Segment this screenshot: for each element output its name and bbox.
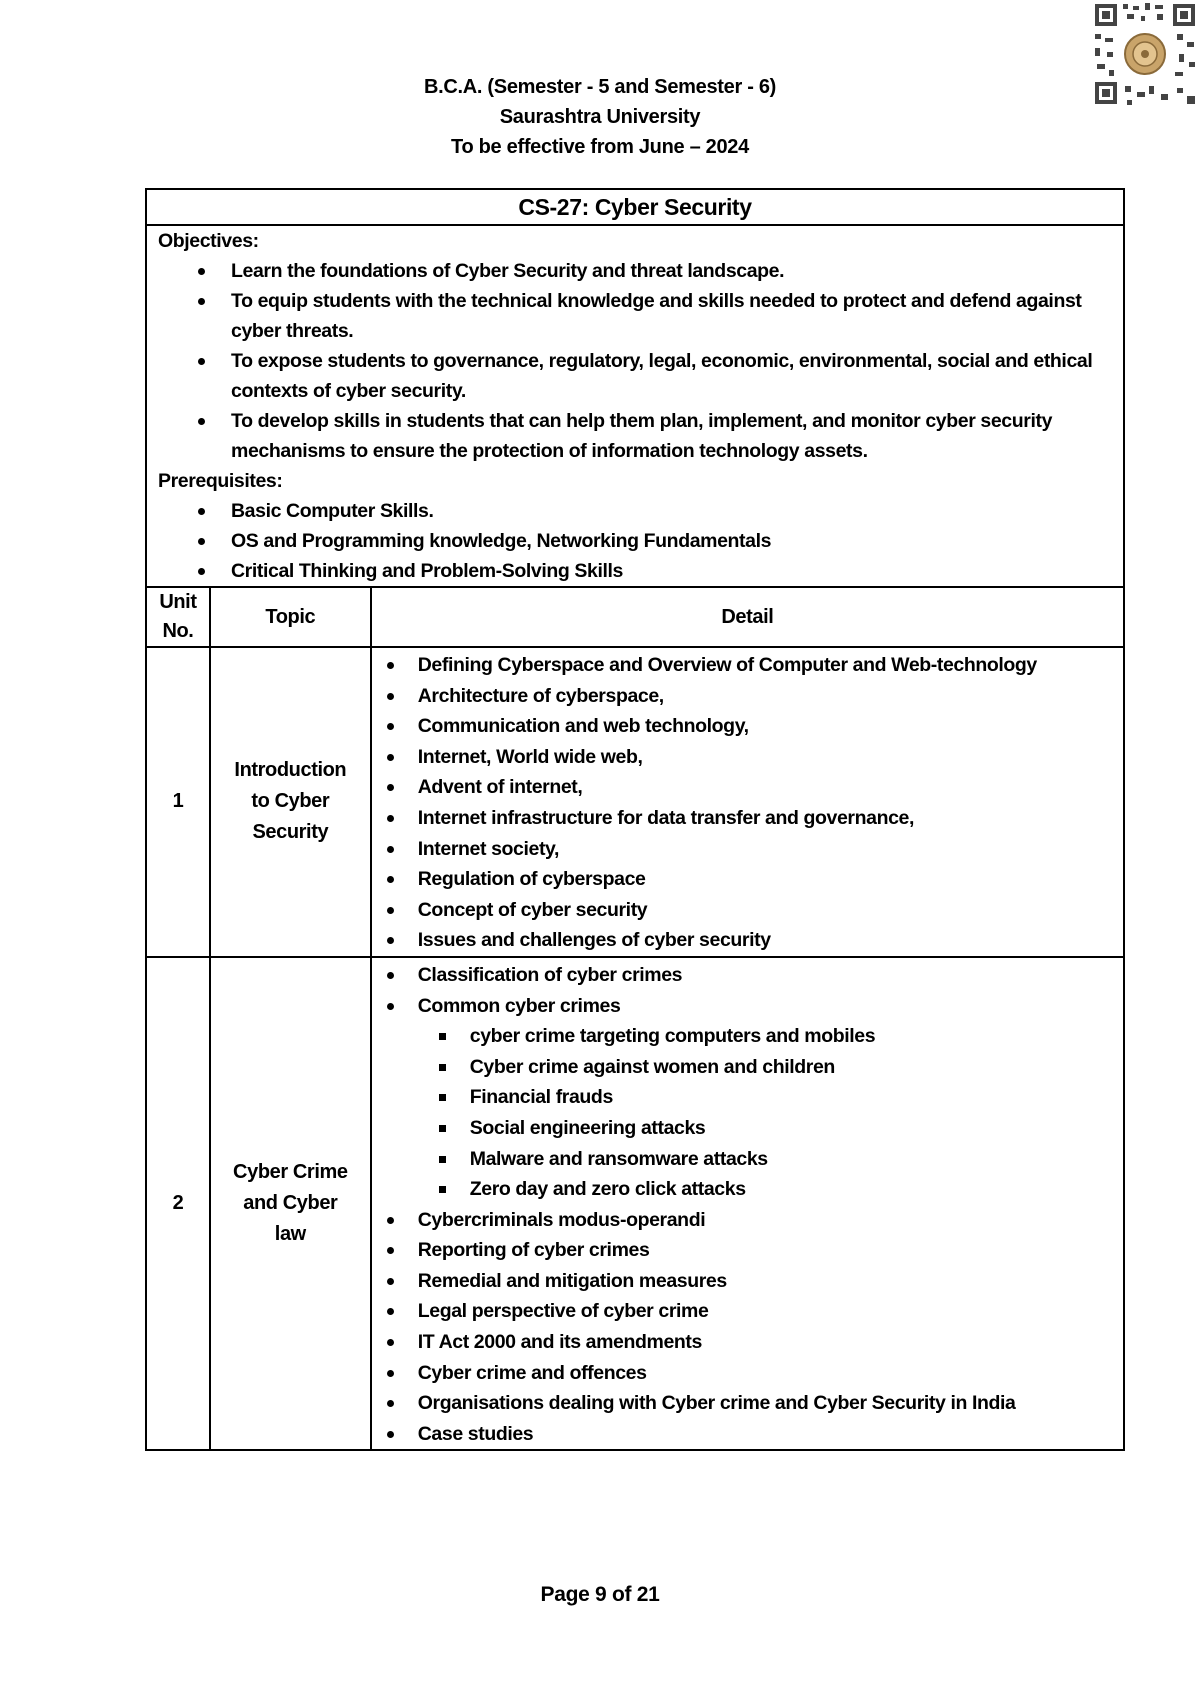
- list-item: Organisations dealing with Cyber crime and Cyber Security in India: [418, 1388, 1117, 1419]
- prerequisites-list: [158, 496, 1115, 586]
- list-item: Defining Cyberspace and Overview of Computer and Web-technology: [418, 650, 1117, 681]
- unit-details: [371, 957, 1124, 1451]
- table-row: [146, 647, 1124, 957]
- objectives-list: [158, 256, 1115, 466]
- program-title: B.C.A. (Semester - 5 and Semester - 6): [423, 76, 777, 98]
- prerequisite-item: Critical Thinking and Problem-Solving Skills: [231, 556, 1115, 586]
- sub-list-item: Social engineering attacks: [470, 1113, 1117, 1144]
- university-name: Saurashtra University: [499, 106, 701, 128]
- list-item: Issues and challenges of cyber security: [418, 925, 1117, 956]
- list-item: Classification of cyber crimes: [418, 960, 1117, 991]
- objective-item: To develop skills in students that can help them plan, implement, and monitor cyber security mechanisms to ensure the protection of information technology assets.: [231, 406, 1115, 466]
- detail-list: [372, 650, 1117, 956]
- list-item: Remedial and mitigation measures: [418, 1266, 1117, 1297]
- unit-number: 1: [146, 647, 210, 957]
- document-header: [0, 72, 1200, 162]
- topic-line: Security: [252, 821, 329, 844]
- unit-header-line: No.: [162, 620, 194, 642]
- topic-line: and Cyber: [243, 1192, 338, 1215]
- sub-list: [418, 1021, 1117, 1205]
- unit-topic: [210, 957, 371, 1451]
- sub-list-item: Zero day and zero click attacks: [470, 1174, 1117, 1205]
- unit-details: [371, 647, 1124, 957]
- unit-header-line: Unit: [159, 591, 197, 613]
- list-item: Internet, World wide web,: [418, 742, 1117, 773]
- objective-item: To equip students with the technical knowledge and skills needed to protect and defend against cyber threats.: [231, 286, 1115, 346]
- list-item: [418, 991, 1117, 1205]
- objectives-label: Objectives:: [158, 230, 259, 252]
- detail-header: Detail: [371, 587, 1124, 647]
- prerequisite-item: OS and Programming knowledge, Networking Fundamentals: [231, 526, 1115, 556]
- list-item: Internet infrastructure for data transfer and governance,: [418, 803, 1117, 834]
- list-item-label: Common cyber crimes: [417, 994, 621, 1017]
- objective-item: To expose students to governance, regulatory, legal, economic, environmental, social and ethical contexts of cyber security.: [231, 346, 1115, 406]
- detail-list: [372, 960, 1117, 1450]
- topic-line: Cyber Crime: [233, 1161, 348, 1184]
- sub-list-item: cyber crime targeting computers and mobiles: [470, 1021, 1117, 1052]
- list-item: Communication and web technology,: [418, 711, 1117, 742]
- list-item: Cyber crime and offences: [418, 1358, 1117, 1389]
- list-item: Reporting of cyber crimes: [418, 1235, 1117, 1266]
- prerequisites-label: Prerequisites:: [158, 470, 283, 492]
- list-item: IT Act 2000 and its amendments: [418, 1327, 1117, 1358]
- course-title: CS-27: Cyber Security: [146, 189, 1124, 225]
- prerequisite-item: Basic Computer Skills.: [231, 496, 1115, 526]
- list-item: Regulation of cyberspace: [418, 864, 1117, 895]
- unit-number: 2: [146, 957, 210, 1451]
- topic-line: law: [274, 1223, 306, 1246]
- table-row: [146, 957, 1124, 1451]
- topic-line: to Cyber: [251, 790, 330, 813]
- course-info: [146, 225, 1124, 587]
- topic-line: Introduction: [234, 759, 347, 782]
- list-item: Concept of cyber security: [418, 895, 1117, 926]
- list-item: Internet society,: [418, 834, 1117, 865]
- sub-list-item: Malware and ransomware attacks: [470, 1144, 1117, 1175]
- table-header-row: [146, 587, 1124, 647]
- page-number: Page 9 of 21: [540, 1583, 660, 1606]
- unit-topic: [210, 647, 371, 957]
- sub-list-item: Cyber crime against women and children: [470, 1052, 1117, 1083]
- list-item: Legal perspective of cyber crime: [418, 1296, 1117, 1327]
- objective-item: Learn the foundations of Cyber Security and threat landscape.: [231, 256, 1115, 286]
- sub-list-item: Financial frauds: [470, 1082, 1117, 1113]
- topic-header: Topic: [210, 587, 371, 647]
- syllabus-table: [145, 188, 1125, 1451]
- unit-no-header: [146, 587, 210, 647]
- effective-date: To be effective from June – 2024: [451, 136, 749, 158]
- list-item: Case studies: [418, 1419, 1117, 1450]
- list-item: Architecture of cyberspace,: [418, 681, 1117, 712]
- list-item: Cybercriminals modus-operandi: [418, 1205, 1117, 1236]
- list-item: Advent of internet,: [418, 772, 1117, 803]
